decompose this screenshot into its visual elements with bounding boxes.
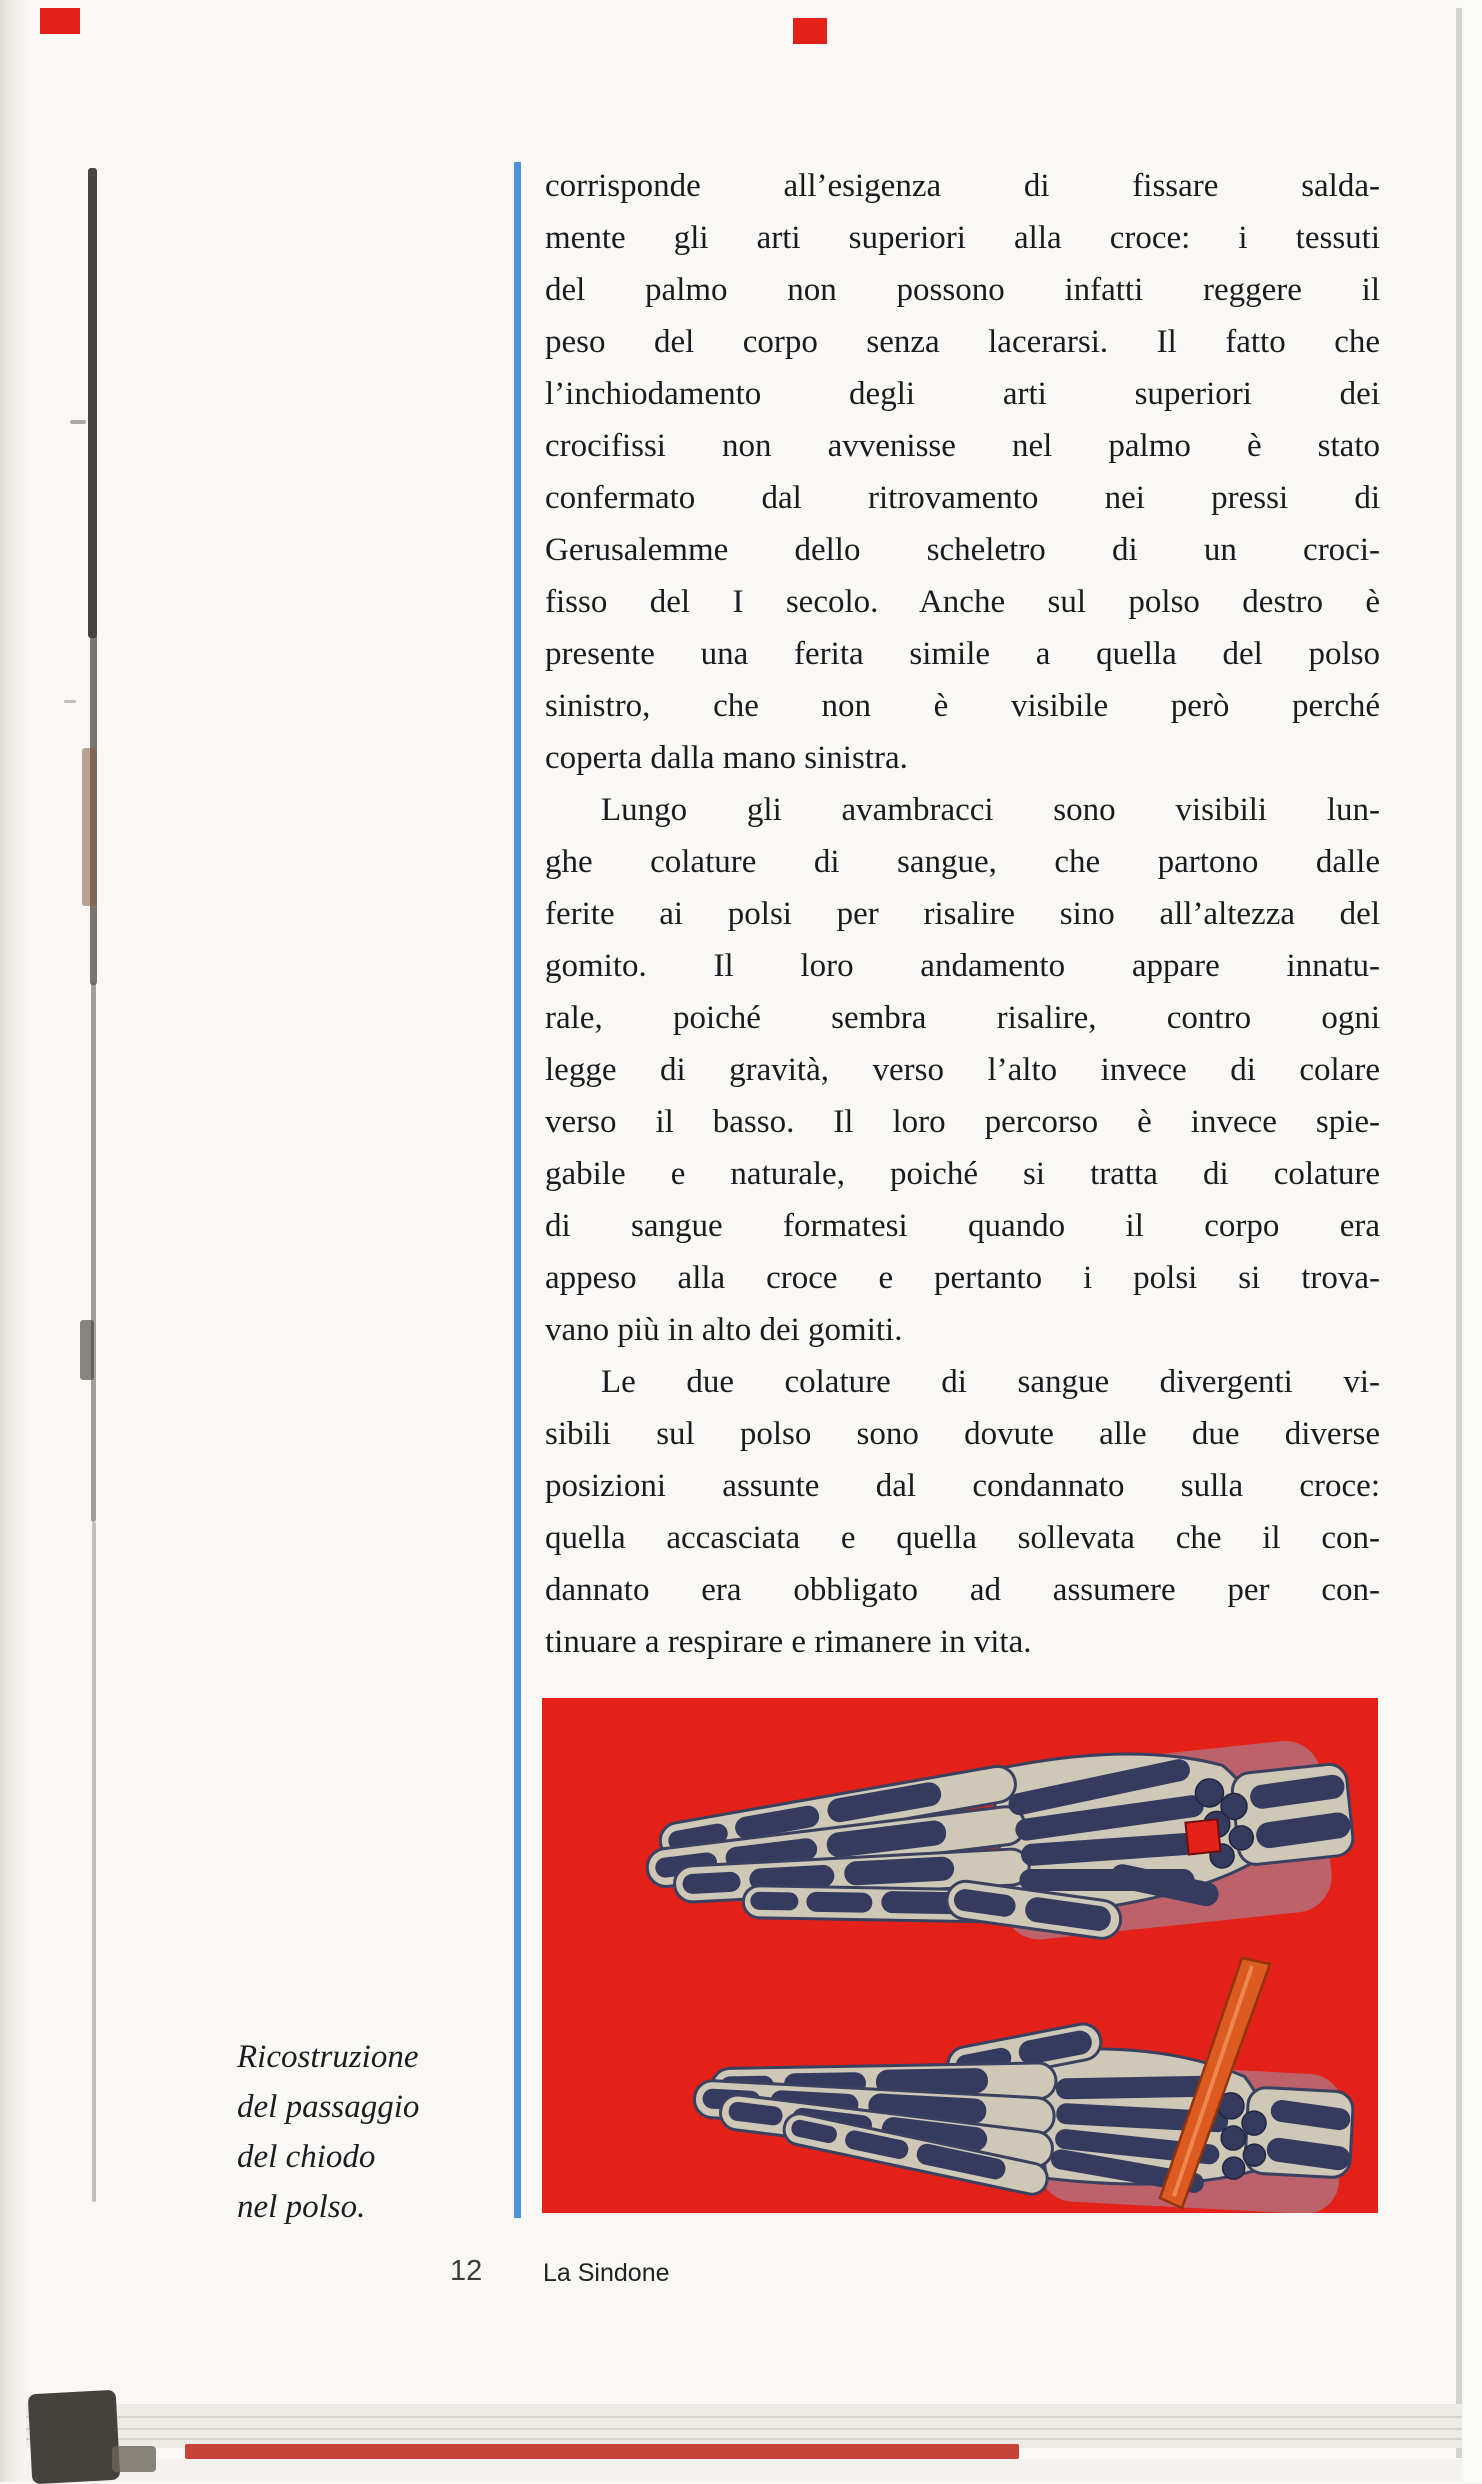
text-line: presente una ferita simile a quella del polso bbox=[545, 636, 1380, 672]
book-cover-strip bbox=[185, 2444, 1019, 2459]
text-line: vano più in alto dei gomiti. bbox=[545, 1312, 903, 1348]
text-line: corrisponde all’esigenza di fissare salda- bbox=[545, 168, 1380, 204]
bottom-left-shadow bbox=[28, 2390, 121, 2484]
page-left-edge bbox=[0, 0, 30, 2482]
paragraph bbox=[545, 784, 1380, 1356]
body-text bbox=[545, 160, 1380, 1668]
page-number: 12 bbox=[450, 2255, 483, 2287]
text-line: rale, poiché sembra risalire, contro ogni bbox=[545, 1000, 1380, 1036]
text-line: coperta dalla mano sinistra. bbox=[545, 740, 908, 776]
text-line: legge di gravità, verso l’alto invece di colare bbox=[545, 1052, 1380, 1088]
bottom-hand bbox=[690, 2000, 1357, 2213]
text-line: confermato dal ritrovamento nei pressi di bbox=[545, 480, 1380, 516]
red-ink-mark-top-center bbox=[793, 18, 827, 44]
text-line: Lungo gli avambracci sono visibili lun- bbox=[601, 792, 1380, 828]
margin-tick bbox=[70, 420, 86, 424]
text-line: fisso del I secolo. Anche sul polso destro è bbox=[545, 584, 1380, 620]
red-ink-mark-top-left bbox=[40, 8, 80, 34]
footer-title: La Sindone bbox=[543, 2259, 670, 2287]
text-line: gabile e naturale, poiché si tratta di colature bbox=[545, 1156, 1380, 1192]
text-line: del palmo non possono infatti reggere il bbox=[545, 272, 1380, 308]
wrist-nail-figure bbox=[542, 1698, 1378, 2213]
top-hand bbox=[640, 1729, 1361, 1989]
caption-line: del passaggio bbox=[237, 2089, 420, 2125]
text-line: mente gli arti superiori alla croce: i tessuti bbox=[545, 220, 1380, 256]
page-edge-line bbox=[26, 2416, 1462, 2418]
scanner-background-right bbox=[1464, 0, 1482, 2482]
scanner-background-bottom bbox=[26, 2459, 1462, 2482]
text-line: ferite ai polsi per risalire sino all’altezza del bbox=[545, 896, 1380, 932]
paragraph bbox=[545, 160, 1380, 784]
binding-streak bbox=[92, 1522, 96, 2202]
text-line: sibili sul polso sono dovute alle due diverse bbox=[545, 1416, 1380, 1452]
caption-line: del chiodo bbox=[237, 2139, 376, 2175]
blue-column-rule bbox=[514, 162, 521, 2218]
caption-line: Ricostruzione bbox=[237, 2039, 419, 2075]
binding-stain bbox=[80, 1320, 94, 1380]
text-line: appeso alla croce e pertanto i polsi si trova- bbox=[545, 1260, 1380, 1296]
text-line: l’inchiodamento degli arti superiori dei bbox=[545, 376, 1380, 412]
binding-stain bbox=[82, 748, 97, 906]
text-line: peso del corpo senza lacerarsi. Il fatto che bbox=[545, 324, 1380, 360]
text-line: crocifissi non avvenisse nel palmo è stato bbox=[545, 428, 1380, 464]
skeletal-hands-illustration bbox=[542, 1698, 1378, 2213]
text-line: gomito. Il loro andamento appare innatu- bbox=[545, 948, 1380, 984]
nail-entry-marker bbox=[1185, 1819, 1220, 1854]
margin-caption bbox=[237, 2032, 517, 2232]
binding-streak bbox=[88, 168, 97, 638]
page-edge-line bbox=[26, 2438, 1462, 2440]
paragraph bbox=[545, 1356, 1380, 1668]
caption-line: nel polso. bbox=[237, 2189, 366, 2225]
text-line: dannato era obbligato ad assumere per con- bbox=[545, 1572, 1380, 1608]
binding-streak bbox=[91, 982, 96, 1522]
text-line: verso il basso. Il loro percorso è invece spie- bbox=[545, 1104, 1380, 1140]
page-right-edge bbox=[1456, 8, 1462, 2458]
text-line: Gerusalemme dello scheletro di un croci- bbox=[545, 532, 1380, 568]
page-edge-line bbox=[26, 2428, 1462, 2430]
text-line: tinuare a respirare e rimanere in vita. bbox=[545, 1624, 1032, 1660]
text-line: di sangue formatesi quando il corpo era bbox=[545, 1208, 1380, 1244]
text-line: quella accasciata e quella sollevata che il con- bbox=[545, 1520, 1380, 1556]
page-stack-edge bbox=[26, 2404, 1462, 2448]
margin-tick bbox=[64, 700, 76, 703]
text-line: posizioni assunte dal condannato sulla croce: bbox=[545, 1468, 1380, 1504]
text-line: Le due colature di sangue divergenti vi- bbox=[601, 1364, 1380, 1400]
text-line: ghe colature di sangue, che partono dalle bbox=[545, 844, 1380, 880]
text-line: sinistro, che non è visibile però perché bbox=[545, 688, 1380, 724]
bottom-left-shadow-small bbox=[112, 2446, 156, 2472]
